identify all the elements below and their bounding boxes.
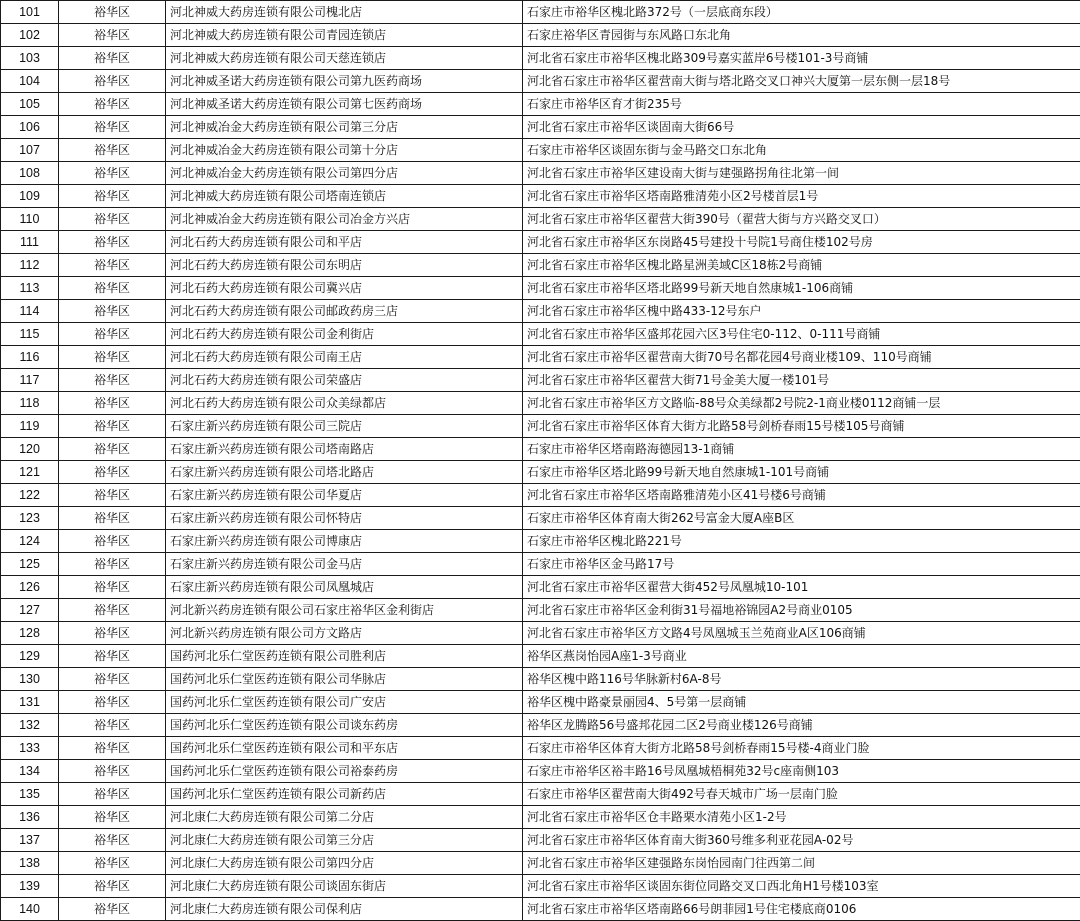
district-cell: 裕华区 bbox=[59, 760, 166, 783]
district-cell: 裕华区 bbox=[59, 461, 166, 484]
row-number-cell: 128 bbox=[1, 622, 59, 645]
row-number-cell: 122 bbox=[1, 484, 59, 507]
address-cell: 河北省石家庄市裕华区塔南路雅清苑小区41号楼6号商铺 bbox=[523, 484, 1080, 507]
row-number-cell: 116 bbox=[1, 346, 59, 369]
address-cell: 河北省石家庄市裕华区翟营大街71号金美大厦一楼101号 bbox=[523, 369, 1080, 392]
table-row bbox=[1, 668, 1080, 691]
pharmacy-name-cell: 河北康仁大药房连锁有限公司保利店 bbox=[166, 898, 523, 921]
pharmacy-name-cell: 河北康仁大药房连锁有限公司谈固东街店 bbox=[166, 875, 523, 898]
table-row bbox=[1, 139, 1080, 162]
address-cell: 河北省石家庄市裕华区建设南大街与建强路拐角往北第一间 bbox=[523, 162, 1080, 185]
row-number-cell: 102 bbox=[1, 24, 59, 47]
district-cell: 裕华区 bbox=[59, 484, 166, 507]
district-cell: 裕华区 bbox=[59, 392, 166, 415]
address-cell: 河北省石家庄市裕华区谈固南大街66号 bbox=[523, 116, 1080, 139]
table-row bbox=[1, 852, 1080, 875]
row-number-cell: 124 bbox=[1, 530, 59, 553]
table-row bbox=[1, 323, 1080, 346]
table-row bbox=[1, 783, 1080, 806]
table-row bbox=[1, 369, 1080, 392]
district-cell: 裕华区 bbox=[59, 24, 166, 47]
row-number-cell: 125 bbox=[1, 553, 59, 576]
table-row bbox=[1, 438, 1080, 461]
table-row bbox=[1, 277, 1080, 300]
district-cell: 裕华区 bbox=[59, 530, 166, 553]
pharmacy-name-cell: 河北新兴药房连锁有限公司方文路店 bbox=[166, 622, 523, 645]
pharmacy-name-cell: 石家庄新兴药房连锁有限公司凤凰城店 bbox=[166, 576, 523, 599]
table-row bbox=[1, 622, 1080, 645]
pharmacy-name-cell: 石家庄新兴药房连锁有限公司华夏店 bbox=[166, 484, 523, 507]
table-row bbox=[1, 1, 1080, 24]
table-row bbox=[1, 760, 1080, 783]
table-row bbox=[1, 185, 1080, 208]
pharmacy-name-cell: 河北石药大药房连锁有限公司和平店 bbox=[166, 231, 523, 254]
district-cell: 裕华区 bbox=[59, 783, 166, 806]
address-cell: 裕华区槐中路豪景丽园4、5号第一层商铺 bbox=[523, 691, 1080, 714]
address-cell: 石家庄市裕华区塔南路海德园13-1商铺 bbox=[523, 438, 1080, 461]
table-row bbox=[1, 507, 1080, 530]
district-cell: 裕华区 bbox=[59, 70, 166, 93]
district-cell: 裕华区 bbox=[59, 254, 166, 277]
row-number-cell: 132 bbox=[1, 714, 59, 737]
district-cell: 裕华区 bbox=[59, 162, 166, 185]
pharmacy-name-cell: 石家庄新兴药房连锁有限公司金马店 bbox=[166, 553, 523, 576]
district-cell: 裕华区 bbox=[59, 553, 166, 576]
address-cell: 石家庄市裕华区槐北路372号（一层底商东段） bbox=[523, 1, 1080, 24]
address-cell: 河北省石家庄市裕华区盛邦花园六区3号住宅0-112、0-111号商铺 bbox=[523, 323, 1080, 346]
table-row bbox=[1, 484, 1080, 507]
pharmacy-name-cell: 河北康仁大药房连锁有限公司第三分店 bbox=[166, 829, 523, 852]
table-row bbox=[1, 461, 1080, 484]
pharmacy-name-cell: 河北石药大药房连锁有限公司邮政药房三店 bbox=[166, 300, 523, 323]
district-cell: 裕华区 bbox=[59, 599, 166, 622]
table-row bbox=[1, 691, 1080, 714]
address-cell: 裕华区槐中路116号华脉新村6A-8号 bbox=[523, 668, 1080, 691]
pharmacy-name-cell: 河北石药大药房连锁有限公司荣盛店 bbox=[166, 369, 523, 392]
district-cell: 裕华区 bbox=[59, 1, 166, 24]
address-cell: 河北省石家庄市裕华区翟营南大街与塔北路交叉口神兴大厦第一层东侧一层18号 bbox=[523, 70, 1080, 93]
address-cell: 河北省石家庄市裕华区槐中路433-12号东户 bbox=[523, 300, 1080, 323]
district-cell: 裕华区 bbox=[59, 369, 166, 392]
address-cell: 河北省石家庄市裕华区翟营南大街70号名都花园4号商业楼109、110号商铺 bbox=[523, 346, 1080, 369]
pharmacy-name-cell: 河北康仁大药房连锁有限公司第二分店 bbox=[166, 806, 523, 829]
table-row bbox=[1, 47, 1080, 70]
table-row bbox=[1, 70, 1080, 93]
district-cell: 裕华区 bbox=[59, 622, 166, 645]
pharmacy-name-cell: 河北神威冶金大药房连锁有限公司第四分店 bbox=[166, 162, 523, 185]
table-row bbox=[1, 576, 1080, 599]
table-row bbox=[1, 553, 1080, 576]
row-number-cell: 119 bbox=[1, 415, 59, 438]
row-number-cell: 129 bbox=[1, 645, 59, 668]
district-cell: 裕华区 bbox=[59, 323, 166, 346]
row-number-cell: 107 bbox=[1, 139, 59, 162]
district-cell: 裕华区 bbox=[59, 852, 166, 875]
address-cell: 河北省石家庄市裕华区塔北路99号新天地自然康城1-106商铺 bbox=[523, 277, 1080, 300]
table-row bbox=[1, 300, 1080, 323]
table-row bbox=[1, 714, 1080, 737]
address-cell: 石家庄市裕华区育才街235号 bbox=[523, 93, 1080, 116]
district-cell: 裕华区 bbox=[59, 737, 166, 760]
pharmacy-name-cell: 石家庄新兴药房连锁有限公司三院店 bbox=[166, 415, 523, 438]
district-cell: 裕华区 bbox=[59, 208, 166, 231]
address-cell: 河北省石家庄市裕华区塔南路66号朗菲园1号住宅楼底商0106 bbox=[523, 898, 1080, 921]
pharmacy-name-cell: 国药河北乐仁堂医药连锁有限公司新药店 bbox=[166, 783, 523, 806]
pharmacy-name-cell: 河北康仁大药房连锁有限公司第四分店 bbox=[166, 852, 523, 875]
district-cell: 裕华区 bbox=[59, 829, 166, 852]
address-cell: 河北省石家庄市裕华区金利街31号福地裕锦园A2号商业0105 bbox=[523, 599, 1080, 622]
row-number-cell: 110 bbox=[1, 208, 59, 231]
row-number-cell: 101 bbox=[1, 1, 59, 24]
pharmacy-name-cell: 石家庄新兴药房连锁有限公司塔北路店 bbox=[166, 461, 523, 484]
row-number-cell: 140 bbox=[1, 898, 59, 921]
table-row bbox=[1, 599, 1080, 622]
row-number-cell: 111 bbox=[1, 231, 59, 254]
address-cell: 石家庄市裕华区金马路17号 bbox=[523, 553, 1080, 576]
district-cell: 裕华区 bbox=[59, 438, 166, 461]
district-cell: 裕华区 bbox=[59, 185, 166, 208]
pharmacy-name-cell: 河北神威大药房连锁有限公司塔南连锁店 bbox=[166, 185, 523, 208]
address-cell: 河北省石家庄市裕华区塔南路雅清苑小区2号楼首层1号 bbox=[523, 185, 1080, 208]
table-row bbox=[1, 829, 1080, 852]
pharmacy-name-cell: 河北神威冶金大药房连锁有限公司第三分店 bbox=[166, 116, 523, 139]
table-row bbox=[1, 93, 1080, 116]
district-cell: 裕华区 bbox=[59, 806, 166, 829]
pharmacy-name-cell: 河北神威大药房连锁有限公司天慈连锁店 bbox=[166, 47, 523, 70]
row-number-cell: 120 bbox=[1, 438, 59, 461]
address-cell: 河北省石家庄市裕华区槐北路星洲美域C区18栋2号商铺 bbox=[523, 254, 1080, 277]
pharmacy-table-body bbox=[1, 1, 1080, 921]
address-cell: 河北省石家庄市裕华区体育大街方北路58号剑桥春雨15号楼105号商铺 bbox=[523, 415, 1080, 438]
address-cell: 石家庄市裕华区塔北路99号新天地自然康城1-101号商铺 bbox=[523, 461, 1080, 484]
district-cell: 裕华区 bbox=[59, 576, 166, 599]
district-cell: 裕华区 bbox=[59, 415, 166, 438]
district-cell: 裕华区 bbox=[59, 645, 166, 668]
pharmacy-name-cell: 河北石药大药房连锁有限公司南王店 bbox=[166, 346, 523, 369]
address-cell: 河北省石家庄市裕华区翟营大街452号凤凰城10-101 bbox=[523, 576, 1080, 599]
table-row bbox=[1, 737, 1080, 760]
row-number-cell: 114 bbox=[1, 300, 59, 323]
pharmacy-name-cell: 石家庄新兴药房连锁有限公司塔南路店 bbox=[166, 438, 523, 461]
table-row bbox=[1, 806, 1080, 829]
pharmacy-name-cell: 河北神威冶金大药房连锁有限公司冶金方兴店 bbox=[166, 208, 523, 231]
table-row bbox=[1, 346, 1080, 369]
pharmacy-name-cell: 石家庄新兴药房连锁有限公司怀特店 bbox=[166, 507, 523, 530]
row-number-cell: 133 bbox=[1, 737, 59, 760]
table-row bbox=[1, 231, 1080, 254]
table-row bbox=[1, 530, 1080, 553]
table-row bbox=[1, 645, 1080, 668]
row-number-cell: 103 bbox=[1, 47, 59, 70]
address-cell: 河北省石家庄市裕华区翟营大街390号（翟营大街与方兴路交叉口） bbox=[523, 208, 1080, 231]
address-cell: 石家庄市裕华区体育南大街262号富金大厦A座B区 bbox=[523, 507, 1080, 530]
address-cell: 石家庄市裕华区体育大街方北路58号剑桥春雨15号楼-4商业门脸 bbox=[523, 737, 1080, 760]
district-cell: 裕华区 bbox=[59, 875, 166, 898]
pharmacy-name-cell: 河北石药大药房连锁有限公司金利街店 bbox=[166, 323, 523, 346]
table-row bbox=[1, 208, 1080, 231]
district-cell: 裕华区 bbox=[59, 691, 166, 714]
district-cell: 裕华区 bbox=[59, 277, 166, 300]
address-cell: 河北省石家庄市裕华区东岗路45号建投十号院1号商住楼102号房 bbox=[523, 231, 1080, 254]
district-cell: 裕华区 bbox=[59, 300, 166, 323]
district-cell: 裕华区 bbox=[59, 116, 166, 139]
address-cell: 石家庄裕华区青园街与东风路口东北角 bbox=[523, 24, 1080, 47]
table-row bbox=[1, 898, 1080, 921]
pharmacy-name-cell: 国药河北乐仁堂医药连锁有限公司华脉店 bbox=[166, 668, 523, 691]
district-cell: 裕华区 bbox=[59, 507, 166, 530]
row-number-cell: 127 bbox=[1, 599, 59, 622]
pharmacy-name-cell: 河北神威大药房连锁有限公司槐北店 bbox=[166, 1, 523, 24]
pharmacy-name-cell: 国药河北乐仁堂医药连锁有限公司广安店 bbox=[166, 691, 523, 714]
pharmacy-name-cell: 河北石药大药房连锁有限公司东明店 bbox=[166, 254, 523, 277]
table-row bbox=[1, 875, 1080, 898]
pharmacy-name-cell: 国药河北乐仁堂医药连锁有限公司胜利店 bbox=[166, 645, 523, 668]
pharmacy-name-cell: 石家庄新兴药房连锁有限公司博康店 bbox=[166, 530, 523, 553]
row-number-cell: 137 bbox=[1, 829, 59, 852]
district-cell: 裕华区 bbox=[59, 346, 166, 369]
district-cell: 裕华区 bbox=[59, 668, 166, 691]
row-number-cell: 118 bbox=[1, 392, 59, 415]
pharmacy-name-cell: 河北石药大药房连锁有限公司冀兴店 bbox=[166, 277, 523, 300]
address-cell: 河北省石家庄市裕华区体育南大街360号维多利亚花园A-02号 bbox=[523, 829, 1080, 852]
pharmacy-name-cell: 河北神威圣诺大药房连锁有限公司第七医药商场 bbox=[166, 93, 523, 116]
pharmacy-name-cell: 河北新兴药房连锁有限公司石家庄裕华区金利街店 bbox=[166, 599, 523, 622]
address-cell: 石家庄市裕华区谈固东街与金马路交口东北角 bbox=[523, 139, 1080, 162]
row-number-cell: 109 bbox=[1, 185, 59, 208]
pharmacy-name-cell: 国药河北乐仁堂医药连锁有限公司和平东店 bbox=[166, 737, 523, 760]
district-cell: 裕华区 bbox=[59, 231, 166, 254]
address-cell: 裕华区燕岗怡园A座1-3号商业 bbox=[523, 645, 1080, 668]
address-cell: 河北省石家庄市裕华区仓丰路栗水清苑小区1-2号 bbox=[523, 806, 1080, 829]
pharmacy-name-cell: 国药河北乐仁堂医药连锁有限公司裕泰药房 bbox=[166, 760, 523, 783]
table-row bbox=[1, 162, 1080, 185]
address-cell: 石家庄市裕华区裕丰路16号凤凰城梧桐苑32号c座南侧103 bbox=[523, 760, 1080, 783]
address-cell: 河北省石家庄市裕华区槐北路309号嘉实蓝岸6号楼101-3号商铺 bbox=[523, 47, 1080, 70]
table-row bbox=[1, 392, 1080, 415]
pharmacy-name-cell: 河北石药大药房连锁有限公司众美绿都店 bbox=[166, 392, 523, 415]
row-number-cell: 104 bbox=[1, 70, 59, 93]
row-number-cell: 130 bbox=[1, 668, 59, 691]
row-number-cell: 135 bbox=[1, 783, 59, 806]
row-number-cell: 131 bbox=[1, 691, 59, 714]
table-row bbox=[1, 116, 1080, 139]
table-row bbox=[1, 254, 1080, 277]
row-number-cell: 138 bbox=[1, 852, 59, 875]
address-cell: 河北省石家庄市裕华区谈固东街位同路交叉口西北角H1号楼103室 bbox=[523, 875, 1080, 898]
address-cell: 石家庄市裕华区槐北路221号 bbox=[523, 530, 1080, 553]
district-cell: 裕华区 bbox=[59, 898, 166, 921]
pharmacy-name-cell: 河北神威圣诺大药房连锁有限公司第九医药商场 bbox=[166, 70, 523, 93]
row-number-cell: 126 bbox=[1, 576, 59, 599]
row-number-cell: 121 bbox=[1, 461, 59, 484]
row-number-cell: 106 bbox=[1, 116, 59, 139]
pharmacy-name-cell: 河北神威冶金大药房连锁有限公司第十分店 bbox=[166, 139, 523, 162]
row-number-cell: 115 bbox=[1, 323, 59, 346]
row-number-cell: 136 bbox=[1, 806, 59, 829]
row-number-cell: 108 bbox=[1, 162, 59, 185]
row-number-cell: 113 bbox=[1, 277, 59, 300]
row-number-cell: 134 bbox=[1, 760, 59, 783]
row-number-cell: 117 bbox=[1, 369, 59, 392]
address-cell: 河北省石家庄市裕华区方文路临-88号众美绿都2号院2-1商业楼0112商铺一层 bbox=[523, 392, 1080, 415]
pharmacy-name-cell: 河北神威大药房连锁有限公司青园连锁店 bbox=[166, 24, 523, 47]
pharmacy-name-cell: 国药河北乐仁堂医药连锁有限公司谈东药房 bbox=[166, 714, 523, 737]
row-number-cell: 139 bbox=[1, 875, 59, 898]
row-number-cell: 105 bbox=[1, 93, 59, 116]
district-cell: 裕华区 bbox=[59, 93, 166, 116]
address-cell: 裕华区龙腾路56号盛邦花园二区2号商业楼126号商铺 bbox=[523, 714, 1080, 737]
district-cell: 裕华区 bbox=[59, 714, 166, 737]
row-number-cell: 123 bbox=[1, 507, 59, 530]
district-cell: 裕华区 bbox=[59, 139, 166, 162]
address-cell: 河北省石家庄市裕华区方文路4号凤凰城玉兰苑商业A区106商铺 bbox=[523, 622, 1080, 645]
row-number-cell: 112 bbox=[1, 254, 59, 277]
address-cell: 石家庄市裕华区翟营南大街492号春天城市广场一层南门脸 bbox=[523, 783, 1080, 806]
table-row bbox=[1, 24, 1080, 47]
district-cell: 裕华区 bbox=[59, 47, 166, 70]
address-cell: 河北省石家庄市裕华区建强路东岗怡园南门往西第二间 bbox=[523, 852, 1080, 875]
table-row bbox=[1, 415, 1080, 438]
